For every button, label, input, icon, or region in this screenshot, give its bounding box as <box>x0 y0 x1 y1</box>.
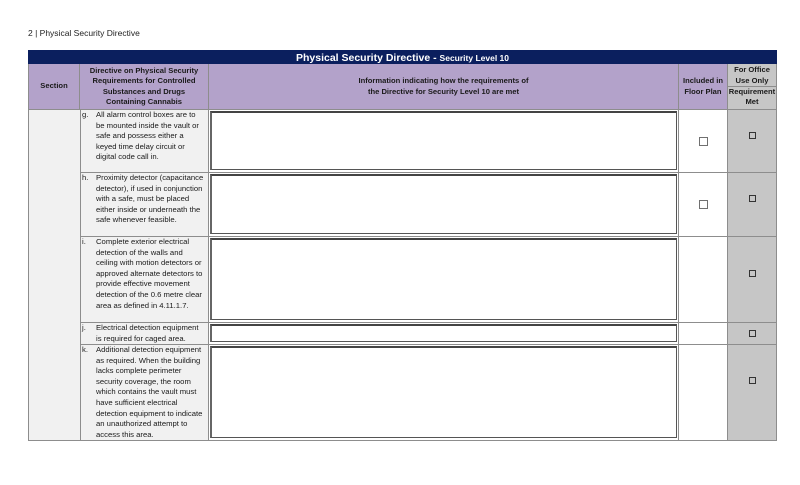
floor-plan-cell <box>679 110 728 173</box>
table-title-bar <box>28 50 777 64</box>
item-label: k. <box>82 345 88 354</box>
page-header: 2 | Physical Security Directive <box>28 28 140 38</box>
section-cell <box>28 173 80 237</box>
info-input[interactable] <box>210 324 677 342</box>
item-text: Additional detection equipment as required. When the building lacks complete perimeter security coverage, the room which contains the vault must have sufficient electrical detection equipment to indicate an unauthorized attempt to access this area. <box>96 345 203 439</box>
info-input[interactable] <box>210 346 677 438</box>
directive-cell <box>80 110 209 173</box>
requirement-met-checkbox[interactable] <box>749 377 756 384</box>
floor-plan-cell <box>679 345 728 441</box>
section-cell <box>28 237 80 323</box>
header-office-line2: Requirement Met <box>728 87 776 107</box>
floor-plan-cell <box>679 237 728 323</box>
header-floor-line2: Floor Plan <box>684 86 722 96</box>
info-cell <box>209 345 679 441</box>
info-input[interactable] <box>210 174 677 234</box>
office-use-cell <box>728 323 777 345</box>
header-info-line1: Information indicating how the requirements of <box>358 76 529 86</box>
office-use-cell <box>728 345 777 441</box>
section-cell <box>28 345 80 441</box>
table-row <box>28 110 777 173</box>
table-title: Physical Security Directive - <box>295 52 437 64</box>
directive-cell <box>80 323 209 345</box>
office-use-cell <box>728 110 777 173</box>
requirement-met-checkbox[interactable] <box>749 195 756 202</box>
item-label: j. <box>82 323 86 332</box>
table-row <box>28 323 777 345</box>
item-text: Complete exterior electrical detection of the walls and ceiling with motion detectors or approved alternate detectors to provide effective movement detection of the 0.6 metre clear area as defined in 4.11.1.7. <box>96 237 203 310</box>
directive-cell <box>80 237 209 323</box>
header-floor-line1: Included in <box>682 76 724 86</box>
security-directive-table <box>28 50 777 441</box>
requirement-met-checkbox[interactable] <box>749 270 756 277</box>
info-input[interactable] <box>210 111 677 170</box>
item-text: Proximity detector (capacitance detector), if used in conjunction with a safe, must be placed either inside or underneath the safe whenever feasible. <box>96 173 204 225</box>
table-row <box>28 345 777 441</box>
requirement-met-checkbox[interactable] <box>749 330 756 337</box>
floor-plan-cell <box>679 173 728 237</box>
header-office-use <box>728 64 777 110</box>
header-office-line1: For Office Use Only <box>728 65 776 87</box>
floor-plan-checkbox[interactable] <box>699 137 708 146</box>
item-text: Electrical detection equipment is required for caged area. <box>96 323 199 343</box>
header-info-line2: the Directive for Security Level 10 are met <box>367 86 520 96</box>
table-row <box>28 237 777 323</box>
item-label: h. <box>82 173 89 182</box>
item-label: i. <box>82 237 86 246</box>
directive-cell <box>80 345 209 441</box>
info-cell <box>209 237 679 323</box>
directive-cell <box>80 173 209 237</box>
info-cell <box>209 173 679 237</box>
header-section: Section <box>28 64 80 110</box>
table-title-level: Security Level 10 <box>439 53 510 63</box>
office-use-cell <box>728 173 777 237</box>
item-label: g. <box>82 110 89 119</box>
office-use-cell <box>728 237 777 323</box>
item-text: All alarm control boxes are to be mounted inside the vault or safe and possess either a keyed time delay circuit or digital code call in. <box>96 110 199 162</box>
info-cell <box>209 323 679 345</box>
floor-plan-checkbox[interactable] <box>699 200 708 209</box>
requirement-met-checkbox[interactable] <box>749 132 756 139</box>
section-cell <box>28 110 80 173</box>
section-cell <box>28 323 80 345</box>
header-information <box>209 64 679 110</box>
info-cell <box>209 110 679 173</box>
info-input[interactable] <box>210 238 677 320</box>
floor-plan-cell <box>679 323 728 345</box>
header-directive: Directive on Physical Security Requirements for Controlled Substances and Drugs Containing Cannabis <box>80 64 209 110</box>
header-floor-plan <box>679 64 728 110</box>
table-header-row <box>28 64 777 110</box>
table-row <box>28 173 777 237</box>
